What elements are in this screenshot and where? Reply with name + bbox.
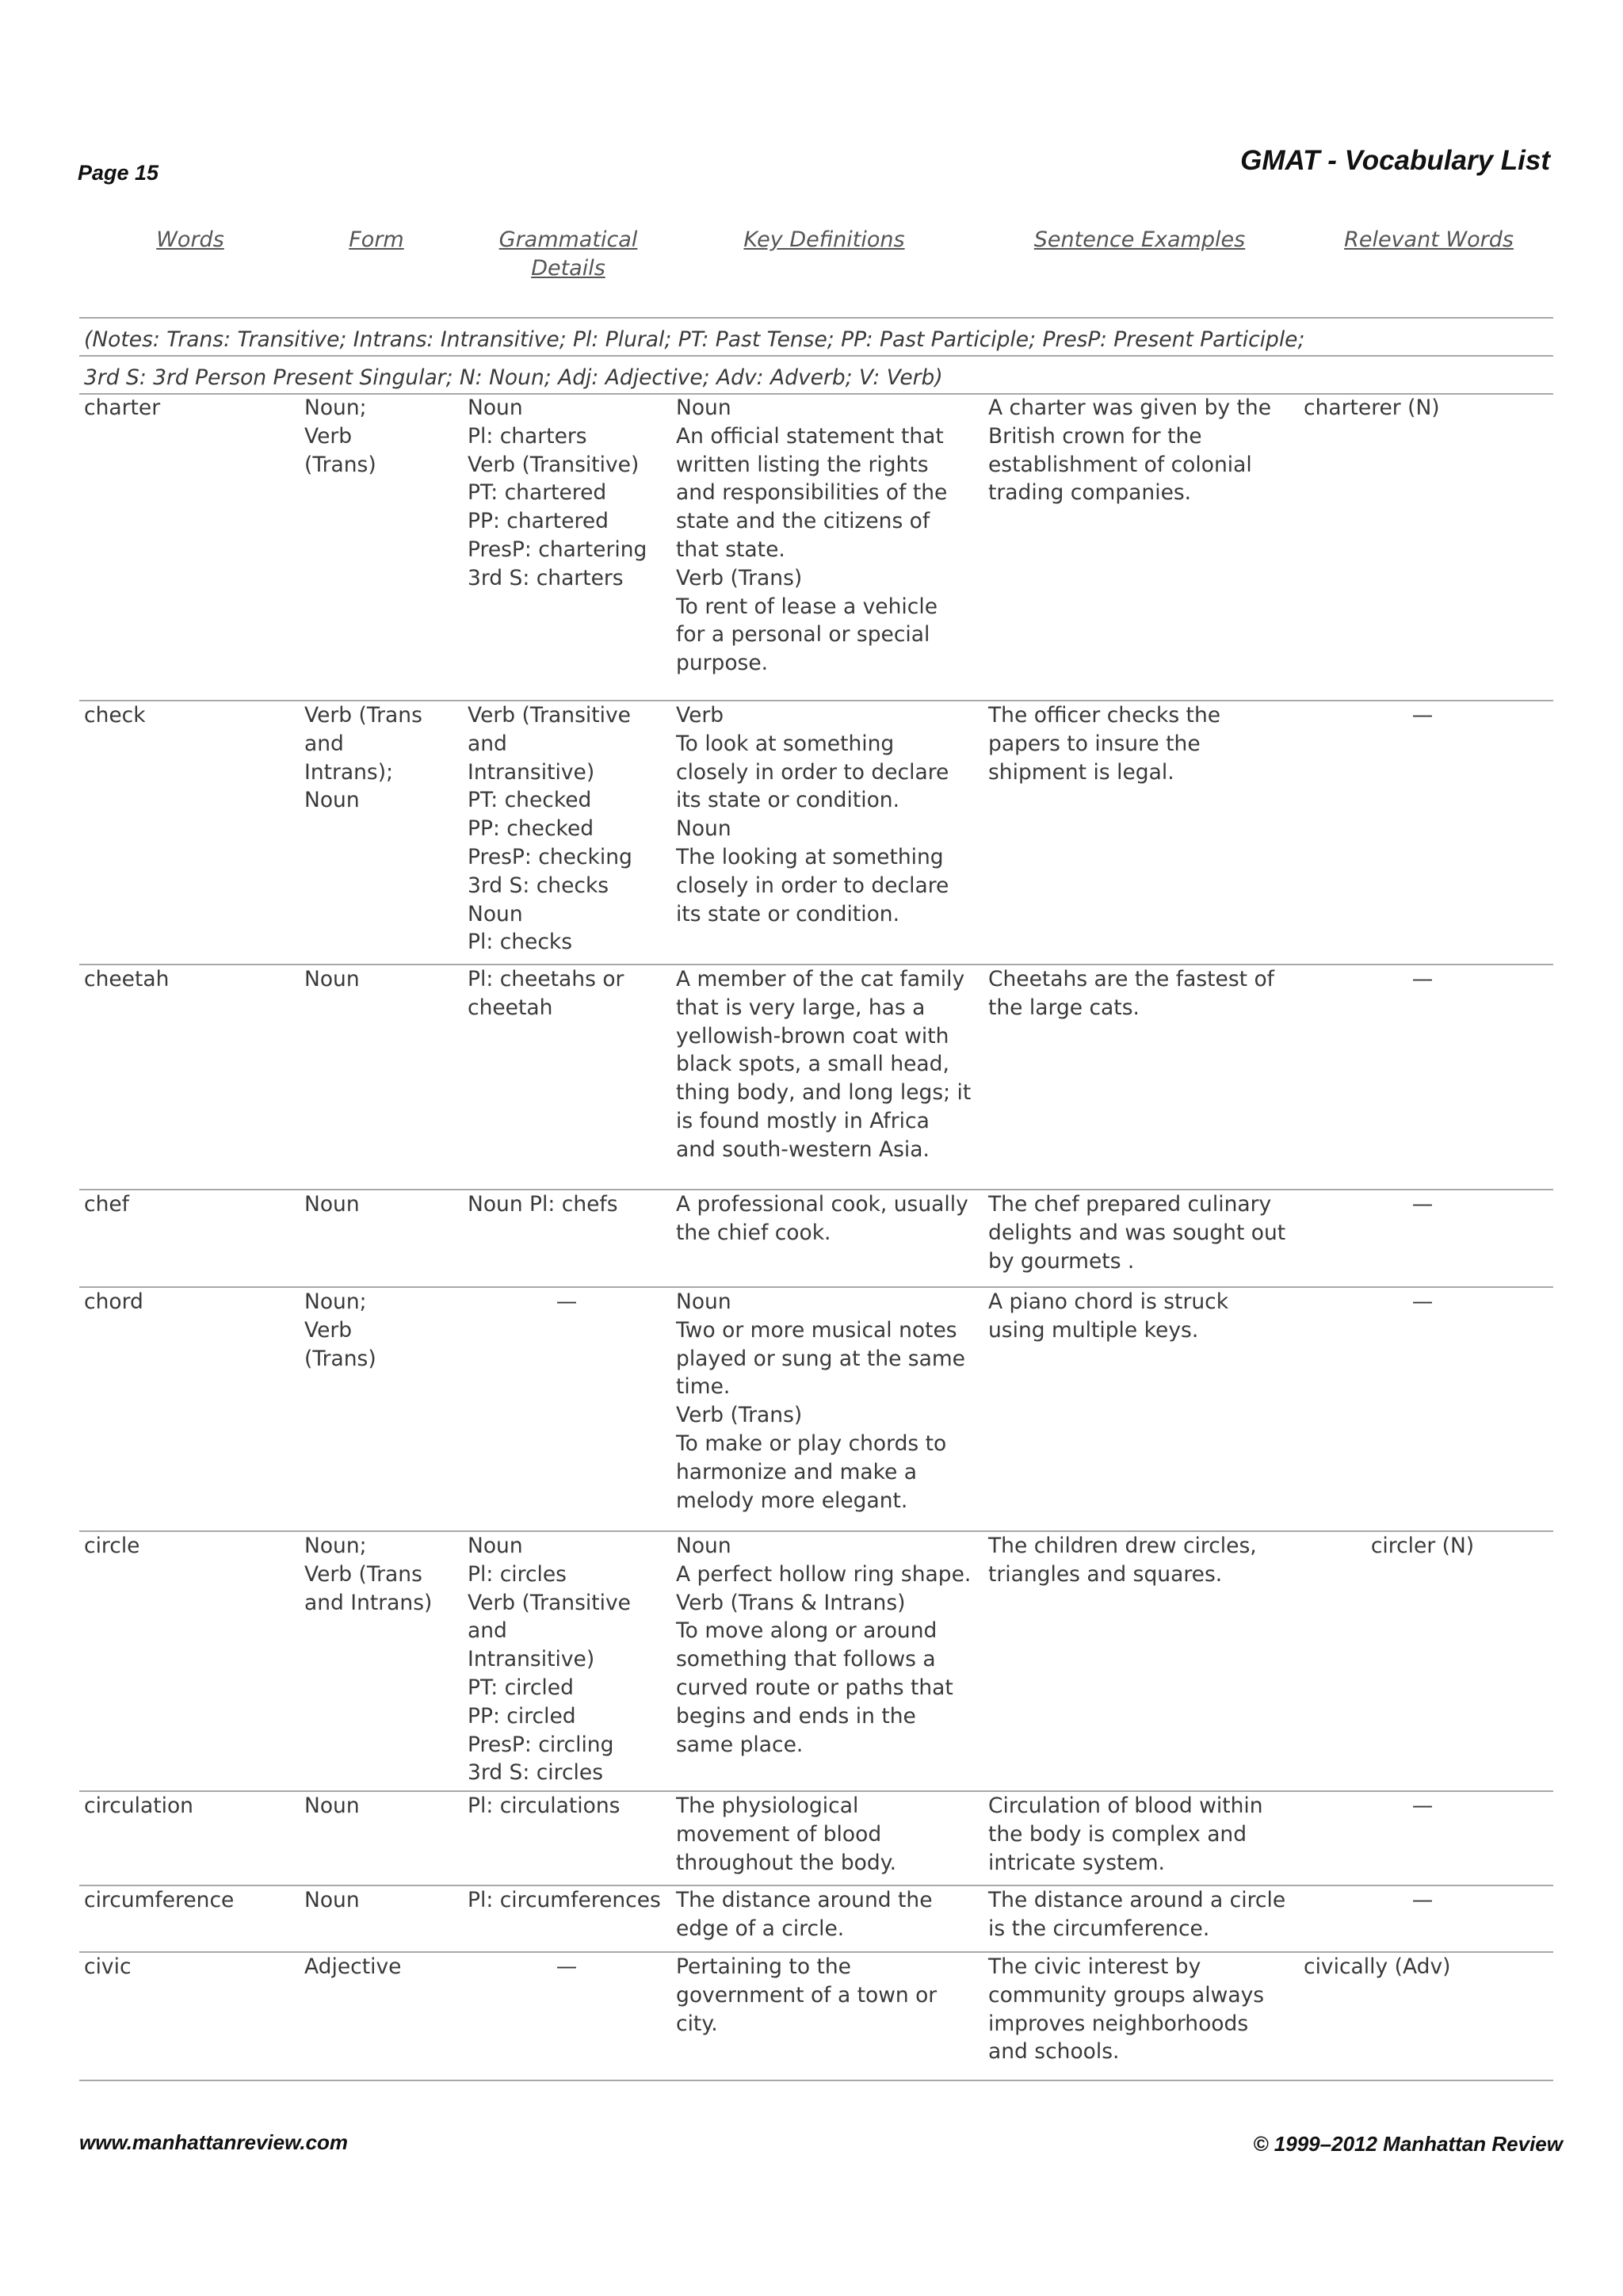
sentence-cell: A piano chord is struck using multiple keys.	[988, 1289, 1229, 1343]
table-row	[79, 1792, 1553, 1886]
relevant-words-cell: —	[1411, 1888, 1434, 1912]
grammar-cell: Pl: circumferences	[468, 1888, 661, 1912]
column-header-words: Words	[156, 227, 224, 252]
column-header-form: Form	[349, 227, 404, 252]
grammar-cell: Noun Pl: chefs	[468, 1192, 618, 1217]
word-cell: civic	[84, 1954, 132, 1979]
table-row	[79, 394, 1553, 701]
column-header-sentence-examples: Sentence Examples	[1033, 227, 1246, 252]
form-cell: Noun	[304, 1192, 360, 1217]
column-header-grammatical-details: Grammatical Details	[498, 227, 638, 281]
word-cell: charter	[84, 395, 161, 420]
word-cell: circumference	[84, 1888, 235, 1912]
grammar-cell: Verb (Transitive and Intransitive) PT: checked PP: checked PresP: checking 3rd S: checks Noun Pl: checks	[468, 703, 632, 955]
relevant-words-cell: civically (Adv)	[1304, 1954, 1451, 1979]
column-header-relevant-words: Relevant Words	[1344, 227, 1514, 252]
notes-line-1: (Notes: Trans: Transitive; Intrans: Intransitive; Pl: Plural; PT: Past Tense; PP: Past Participle; PresP: Present Participle;	[84, 327, 1305, 352]
table-row	[79, 1190, 1553, 1288]
grammar-cell: Noun Pl: circles Verb (Transitive and Intransitive) PT: circled PP: circled PresP: circling 3rd S: circles	[468, 1534, 631, 1786]
divider	[79, 317, 1553, 319]
grammar-cell: Noun Pl: charters Verb (Transitive) PT: chartered PP: chartered PresP: chartering 3rd S: charters	[468, 395, 647, 590]
grammar-cell: —	[556, 1289, 578, 1314]
word-cell: circulation	[84, 1794, 193, 1818]
definition-cell: A professional cook, usually the chief cook.	[676, 1192, 968, 1245]
form-cell: Noun; Verb (Trans)	[304, 1289, 376, 1371]
definition-cell: Pertaining to the government of a town or city.	[676, 1954, 938, 2036]
word-cell: chef	[84, 1192, 129, 1217]
table-row	[79, 965, 1553, 1190]
document-title: GMAT - Vocabulary List	[1240, 145, 1550, 176]
word-cell: cheetah	[84, 967, 170, 991]
relevant-words-cell: charterer (N)	[1304, 395, 1440, 420]
definition-cell: Noun An official statement that written listing the rights and responsibilities of the state and the citizens of that state. Verb (Trans) To rent of lease a vehicle for a personal or special purpose.	[676, 395, 948, 676]
divider	[79, 355, 1553, 357]
word-cell: check	[84, 703, 146, 728]
definition-cell: Noun Two or more musical notes played or sung at the same time. Verb (Trans) To make or play chords to harmonize and make a melody more elegant.	[676, 1289, 965, 1513]
footer-website: www.manhattanreview.com	[79, 2130, 349, 2154]
definition-cell: Verb To look at something closely in order to declare its state or condition. Noun The looking at something closely in order to declare its state or condition.	[676, 703, 949, 926]
form-cell: Noun	[304, 1888, 360, 1912]
form-cell: Adjective	[304, 1954, 402, 1979]
column-headers	[79, 226, 1553, 289]
relevant-words-cell: —	[1411, 1794, 1434, 1818]
table-row	[79, 1288, 1553, 1532]
relevant-words-cell: —	[1411, 1289, 1434, 1314]
relevant-words-cell: —	[1411, 1192, 1434, 1217]
footer-copyright: © 1999–2012 Manhattan Review	[1253, 2132, 1563, 2156]
sentence-cell: Cheetahs are the fastest of the large cats.	[988, 967, 1274, 1020]
table-row	[79, 1532, 1553, 1792]
sentence-cell: The chef prepared culinary delights and was sought out by gourmets .	[988, 1192, 1286, 1274]
sentence-cell: Circulation of blood within the body is complex and intricate system.	[988, 1794, 1263, 1875]
definition-cell: The distance around the edge of a circle.	[676, 1888, 933, 1941]
sentence-cell: The civic interest by community groups always improves neighborhoods and schools.	[988, 1954, 1265, 2065]
column-header-key-definitions: Key Definitions	[743, 227, 905, 252]
form-cell: Noun	[304, 967, 360, 991]
definition-cell: Noun A perfect hollow ring shape. Verb (Trans & Intrans) To move along or around something that follows a curved route or paths that begins and ends in the same place.	[676, 1534, 972, 1757]
table-row	[79, 1886, 1553, 1953]
grammar-cell: Pl: cheetahs or cheetah	[468, 967, 624, 1020]
sentence-cell: The children drew circles, triangles and squares.	[988, 1534, 1257, 1587]
sentence-cell: The officer checks the papers to insure the shipment is legal.	[988, 703, 1221, 785]
form-cell: Noun; Verb (Trans)	[304, 395, 376, 477]
definition-cell: The physiological movement of blood throughout the body.	[676, 1794, 897, 1875]
word-cell: circle	[84, 1534, 140, 1558]
sentence-cell: A charter was given by the British crown for the establishment of colonial trading companies.	[988, 395, 1272, 506]
grammar-cell: —	[556, 1954, 578, 1979]
table-row	[79, 701, 1553, 965]
definition-cell: A member of the cat family that is very large, has a yellowish-brown coat with black spots, a small head, thing body, and long legs; it is found mostly in Africa and south-western Asia.	[676, 967, 972, 1162]
relevant-words-cell: —	[1411, 967, 1434, 991]
notes-line-2: 3rd S: 3rd Person Present Singular; N: Noun; Adj: Adjective; Adv: Adverb; V: Verb)	[84, 365, 943, 390]
page-number: Page 15	[78, 161, 159, 185]
relevant-words-cell: circler (N)	[1370, 1534, 1475, 1558]
relevant-words-cell: —	[1411, 703, 1434, 728]
form-cell: Noun	[304, 1794, 360, 1818]
form-cell: Verb (Trans and Intrans); Noun	[304, 703, 422, 813]
table-row	[79, 1953, 1553, 2081]
word-cell: chord	[84, 1289, 143, 1314]
form-cell: Noun; Verb (Trans and Intrans)	[304, 1534, 433, 1615]
grammar-cell: Pl: circulations	[468, 1794, 621, 1818]
sentence-cell: The distance around a circle is the circumference.	[988, 1888, 1286, 1941]
